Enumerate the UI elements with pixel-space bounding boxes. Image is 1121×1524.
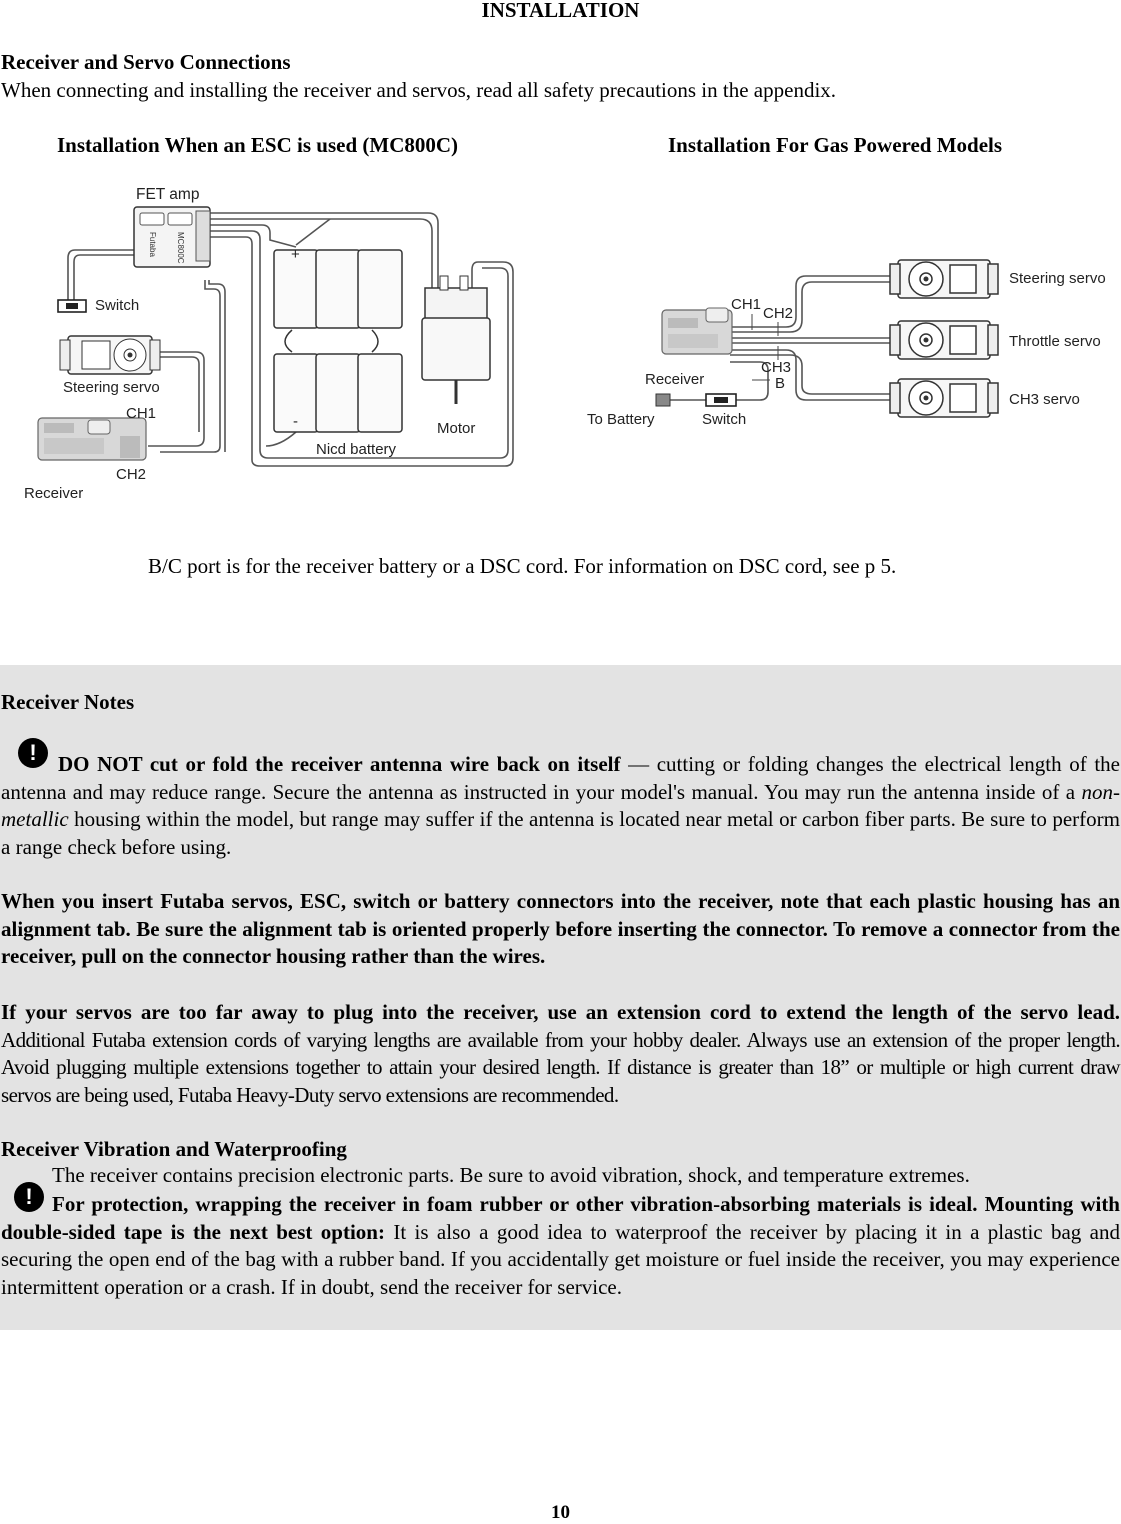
gas-switch-component: [706, 394, 736, 406]
ch3-servo-gas: [890, 379, 998, 417]
nicd-battery-pack: [274, 250, 402, 432]
throttle-servo-gas: [890, 321, 998, 359]
gas-ch1-label: CH1: [731, 296, 762, 313]
antenna-warning-italic: non-metallic: [1, 779, 1120, 831]
battery-connector: [656, 394, 670, 406]
receiver-notes-box: [0, 665, 1121, 1330]
extension-cord-paragraph: [1, 999, 1120, 1109]
esc-ch2-label: CH2: [116, 466, 147, 483]
steering-servo-gas: [890, 260, 998, 298]
antenna-warning-text-a: — cutting or folding changes the electrical length of the antenna and may reduce range. Secure the antenna as instructed in your model's manual. You may run the antenna inside of a: [1, 752, 1121, 804]
battery-minus-label: -: [293, 413, 298, 430]
extension-cord-text: Additional Futaba extension cords of varying lengths are available from your hobby dealer. Always use an extension of the proper length. Avoid plugging multiple extensions together to attain your desired length. If distance is greater than 18” or multiple or high current draw servos are being used, Futaba Heavy-Duty servo extensions are recommended.: [1, 1027, 1120, 1107]
battery-plus-label: +: [291, 246, 300, 263]
receiver-notes-title: Receiver Notes: [1, 690, 135, 714]
esc-receiver-label: Receiver: [24, 485, 84, 502]
page-number: 10: [551, 1502, 570, 1523]
receiver-component: [38, 418, 146, 460]
vibration-text: It is also a good idea to waterproof the receiver by placing it in a plastic bag and securing the open end of the bag with a rubber band. If you accidentally get moisture or fuel inside the receiver, you may experience intermittent operation or a crash. If in doubt, send the receiver for service.: [1, 1219, 1120, 1299]
fet-amp-label: FET amp: [136, 186, 200, 203]
throttle-servo-label: Throttle servo: [1009, 333, 1101, 350]
steering-servo-component: [60, 336, 160, 374]
gas-b-label: B: [775, 375, 786, 392]
vibration-paragraph: [1, 1191, 1120, 1301]
bc-port-note: B/C port is for the receiver battery or a DSC cord. For information on DSC cord, see p 5.: [148, 554, 897, 578]
vibration-line1: The receiver contains precision electronic parts. Be sure to avoid vibration, shock, and temperature extremes.: [52, 1163, 970, 1187]
gas-ch2-label: CH2: [763, 305, 794, 322]
esc-steering-servo-label: Steering servo: [63, 379, 160, 396]
exclamation-icon: !: [14, 1182, 44, 1212]
to-battery-label: To Battery: [587, 411, 655, 428]
exclamation-icon: !: [18, 738, 48, 768]
vibration-title: Receiver Vibration and Waterproofing: [1, 1137, 347, 1161]
fet-amp-unit: [134, 207, 210, 267]
antenna-warning-lead: DO NOT cut or fold the receiver antenna wire back on itself: [58, 752, 621, 776]
esc-diagram-heading: Installation When an ESC is used (MC800C): [57, 133, 459, 157]
gas-diagram-heading: Installation For Gas Powered Models: [668, 133, 1003, 157]
gas-receiver-component: [662, 308, 732, 354]
intro-text: When connecting and installing the receiver and servos, read all safety precautions in the appendix.: [1, 78, 837, 102]
gas-receiver-label: Receiver: [645, 371, 705, 388]
esc-ch1-label: CH1: [126, 405, 157, 422]
esc-wiring-diagram: [0, 180, 560, 510]
motor-component: [422, 276, 490, 404]
section-title: Receiver and Servo Connections: [1, 50, 291, 74]
motor-label: Motor: [437, 420, 476, 437]
ch3-servo-label: CH3 servo: [1009, 391, 1080, 408]
gas-steering-servo-label: Steering servo: [1009, 270, 1106, 287]
connector-alignment-paragraph: When you insert Futaba servos, ESC, switch or battery connectors into the receiver, note that each plastic housing has an alignment tab. Be sure the alignment tab is oriented properly before inserting the connector. To remove a connector from the receiver, pull on the connector housing rather than the wires.: [1, 889, 1120, 968]
page-title: INSTALLATION: [481, 0, 640, 22]
gas-ch3-label: CH3: [761, 359, 792, 376]
svg-text:MC800C: MC800C: [176, 232, 185, 264]
switch-component: [58, 300, 86, 312]
svg-text:Futaba: Futaba: [148, 232, 157, 257]
nicd-battery-label: Nicd battery: [316, 441, 397, 458]
antenna-warning-text-b: housing within the model, but range may suffer if the antenna is located near metal or carbon fiber parts. Be sure to perform a range check before using.: [1, 807, 1120, 859]
gas-switch-label: Switch: [702, 411, 747, 428]
antenna-warning-paragraph: [1, 751, 1120, 861]
esc-switch-label: Switch: [95, 297, 140, 314]
extension-cord-lead: If your servos are too far away to plug into the receiver, use an extension cord to extend the length of the servo lead.: [1, 1000, 1120, 1024]
vibration-lead: For protection, wrapping the receiver in foam rubber or other vibration-absorbing materials is ideal. Mounting with double-sided tape is the next best option:: [1, 1192, 1120, 1244]
